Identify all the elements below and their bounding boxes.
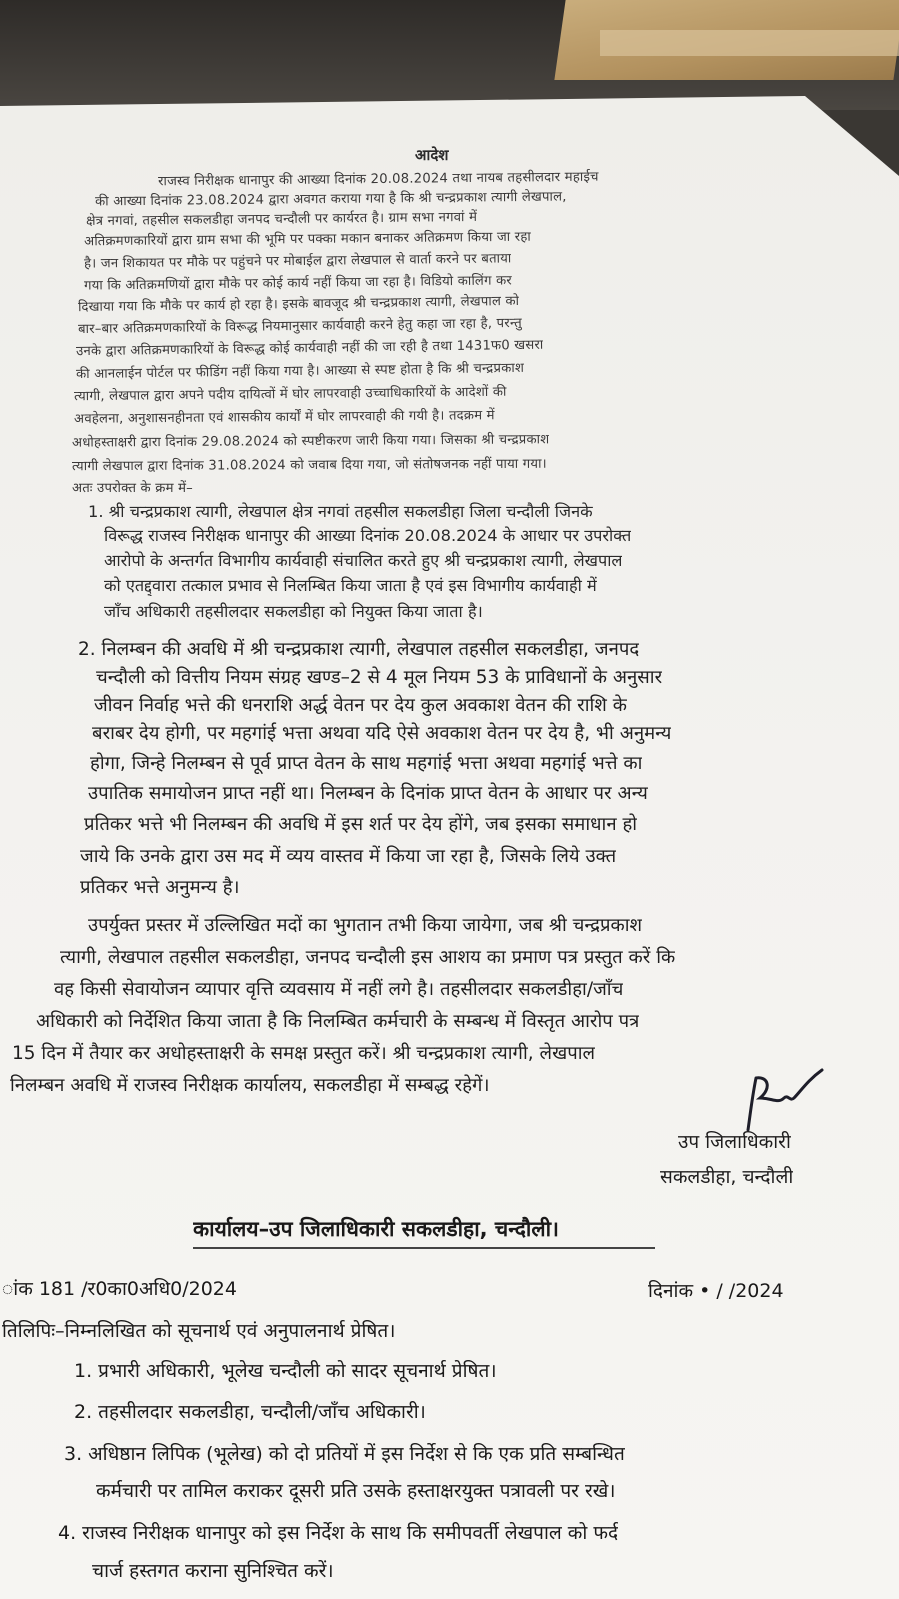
paragraph-3-line: उपर्युक्त प्रस्तर में उल्लिखित मदों का भुगतान तभी किया जायेगा, जब श्री चन्द्रप्रकाश bbox=[88, 915, 643, 936]
body-line: दिखाया गया कि मौके पर कार्य हो रहा है। इसके बावजूद श्री चन्द्रप्रकाश त्यागी, लेखपाल को bbox=[77, 293, 520, 316]
paragraph-3-line: वह किसी सेवायोजन व्यापार वृत्ति व्यवसाय में नहीं लगे है। तहसीलदार सकलडीहा/जाँच bbox=[54, 979, 624, 1000]
paragraph-3-line: त्यागी, लेखपाल तहसील सकलडीहा, जनपद चन्दौली इस आशय का प्रमाण पत्र प्रस्तुत करें कि bbox=[60, 947, 676, 968]
point-2-line: उपातिक समायोजन प्राप्त नहीं था। निलम्बन के दिनांक प्राप्त वेतन के आधार पर अन्य bbox=[88, 783, 648, 804]
body-line: त्यागी लेखपाल द्वारा दिनांक 31.08.2024 को जवाब दिया गया, जो संतोषजनक नहीं पाया गया। bbox=[71, 456, 547, 475]
point-1-line: जाँच अधिकारी तहसीलदार सकलडीहा को नियुक्त किया जाता है। bbox=[104, 602, 483, 621]
paragraph-3-line: निलम्बन अवधि में राजस्व निरीक्षक कार्यालय, सकलडीहा में सम्बद्ध रहेगें। bbox=[10, 1075, 490, 1096]
body-line: अतः उपरोक्त के क्रम में– bbox=[72, 481, 193, 496]
body-line: त्यागी, लेखपाल द्वारा अपने पदीय दायित्वों में घोर लापरवाही उच्चाधिकारियों के आदेशों की bbox=[73, 384, 507, 405]
body-line: गया कि अतिक्रमणियों द्वारा मौके पर कोई कार्य नहीं किया जा रहा है। विडियो कालिंग कर bbox=[83, 273, 513, 294]
point-2-line: जीवन निर्वाह भत्ते की धनराशि अर्द्ध वेतन पर देय कुल अवकाश वेतन की राशि के bbox=[94, 695, 627, 716]
body-line: अवहेलना, अनुशासनहीनता एवं शासकीय कार्यों में घोर लापरवाही की गयी है। तदक्रम में bbox=[73, 408, 495, 427]
copy-heading: तिलिपिः–निम्नलिखित को सूचनार्थ एवं अनुपालनार्थ प्रेषित। bbox=[2, 1320, 396, 1342]
paragraph-3-line: अधिकारी को निर्देशित किया जाता है कि निलम्बित कर्मचारी के सम्बन्ध में विस्तृत आरोप पत्र bbox=[36, 1011, 640, 1032]
copy-item: चार्ज हस्तगत कराना सुनिश्चित करें। bbox=[92, 1560, 334, 1582]
body-line: अधोहस्ताक्षरी द्वारा दिनांक 29.08.2024 को स्पष्टीकरण जारी किया गया। जिसका श्री चन्द्रप्रकाश bbox=[71, 432, 550, 451]
point-2-line: 2. निलम्बन की अवधि में श्री चन्द्रप्रकाश त्यागी, लेखपाल तहसील सकलडीहा, जनपद bbox=[78, 639, 640, 660]
paragraph-3-line: 15 दिन में तैयार कर अधोहस्ताक्षरी के समक्ष प्रस्तुत करें। श्री चन्द्रप्रकाश त्यागी, लेखपाल bbox=[12, 1043, 596, 1064]
copy-item: कर्मचारी पर तामिल कराकर दूसरी प्रति उसके हस्ताक्षरयुक्त पत्रावली पर रखे। bbox=[96, 1480, 616, 1502]
reference-number: ांक 181 /र0का0अधि0/2024 bbox=[2, 1278, 237, 1300]
body-line: है। जन शिकायत पर मौके पर पहुंचने पर मोबाईल द्वारा लेखपाल से वार्ता करने पर बताया bbox=[83, 251, 512, 272]
body-line: राजस्व निरीक्षक धानापुर की आख्या दिनांक 20.08.2024 तथा नायब तहसीलदार महाईच bbox=[157, 169, 599, 190]
copy-item: 2. तहसीलदार सकलडीहा, चन्दौली/जाँच अधिकारी। bbox=[74, 1401, 426, 1423]
office-heading: कार्यालय–उप जिलाधिकारी सकलडीहा, चन्दौली। bbox=[193, 1217, 559, 1241]
reference-date: दिनांक • / /2024 bbox=[648, 1280, 784, 1302]
body-line: अतिक्रमणकारियों द्वारा ग्राम सभा की भूमि पर पक्का मकान बनाकर अतिक्रमण किया जा रहा bbox=[83, 229, 532, 250]
order-title: आदेश bbox=[415, 146, 449, 164]
copy-item: 1. प्रभारी अधिकारी, भूलेख चन्दौली को सादर सूचनार्थ प्रेषित। bbox=[74, 1360, 497, 1382]
copy-item: 3. अधिष्ठान लिपिक (भूलेख) को दो प्रतियों में इस निर्देश से कि एक प्रति सम्बन्धित bbox=[64, 1443, 625, 1465]
point-1-line: 1. श्री चन्द्रप्रकाश त्यागी, लेखपाल क्षेत्र नगवां तहसील सकलडीहा जिला चन्दौली जिनके bbox=[88, 502, 593, 521]
signatory-place: सकलडीहा, चन्दौली bbox=[660, 1166, 794, 1188]
body-line: क्षेत्र नगवां, तहसील सकलडीहा जनपद चन्दौली पर कार्यरत है। ग्राम सभा नगवां में bbox=[85, 209, 478, 230]
point-2-line: होगा, जिन्हे निलम्बन से पूर्व प्राप्त वेतन के साथ महगांई भत्ता अथवा महगांई भत्ते का bbox=[90, 753, 643, 774]
point-2-line: चन्दौली को वित्तीय नियम संग्रह खण्ड–2 से 4 मूल नियम 53 के प्राविधानों के अनुसार bbox=[96, 667, 663, 688]
copy-item: 4. राजस्व निरीक्षक धानापुर को इस निर्देश के साथ कि समीपवर्ती लेखपाल को फर्द bbox=[58, 1522, 619, 1544]
body-line: की आख्या दिनांक 23.08.2024 द्वारा अवगत कराया गया है कि श्री चन्द्रप्रकाश त्यागी लेखपाल, bbox=[94, 189, 567, 210]
point-1-line: विरूद्ध राजस्व निरीक्षक धानापुर की आख्या दिनांक 20.08.2024 के आधार पर उपरोक्त bbox=[104, 526, 632, 545]
point-1-line: को एतद्द्वारा तत्काल प्रभाव से निलम्बित किया जाता है एवं इस विभागीय कार्यवाही में bbox=[104, 576, 597, 595]
body-line: की आनलाईन पोर्टल पर फीडिंग नहीं किया गया है। आख्या से स्पष्ट होता है कि श्री चन्द्रप्रकाश bbox=[75, 360, 525, 383]
body-line: बार–बार अतिक्रमणकारियों के विरूद्ध नियमानुसार कार्यवाही करने हेतु कहा जा रहा है, परन्तु bbox=[77, 315, 522, 338]
body-line: उनके द्वारा अतिक्रमणकारियों के विरूद्ध कोई कार्यवाही नहीं की जा रही है तथा 1431फ0 खसरा bbox=[75, 337, 544, 360]
point-2-line: प्रतिकर भत्ते अनुमन्य है। bbox=[80, 877, 240, 898]
heading-underline bbox=[193, 1247, 655, 1249]
point-2-line: बराबर देय होगी, पर महगांई भत्ता अथवा यदि ऐसे अवकाश वेतन पर देय है, भी अनुमन्य bbox=[92, 723, 672, 744]
point-2-line: प्रतिकर भत्ते भी निलम्बन की अवधि में इस शर्त पर देय होंगे, जब इसका समाधान हो bbox=[84, 814, 638, 835]
point-1-line: आरोपो के अन्तर्गत विभागीय कार्यवाही संचालित करते हुए श्री चन्द्रप्रकाश त्यागी, लेखपाल bbox=[104, 551, 623, 570]
signatory-designation: उप जिलाधिकारी bbox=[678, 1131, 791, 1153]
point-2-line: जाये कि उनके द्वारा उस मद में व्यय वास्तव में किया जा रहा है, जिसके लिये उक्त bbox=[80, 846, 617, 867]
